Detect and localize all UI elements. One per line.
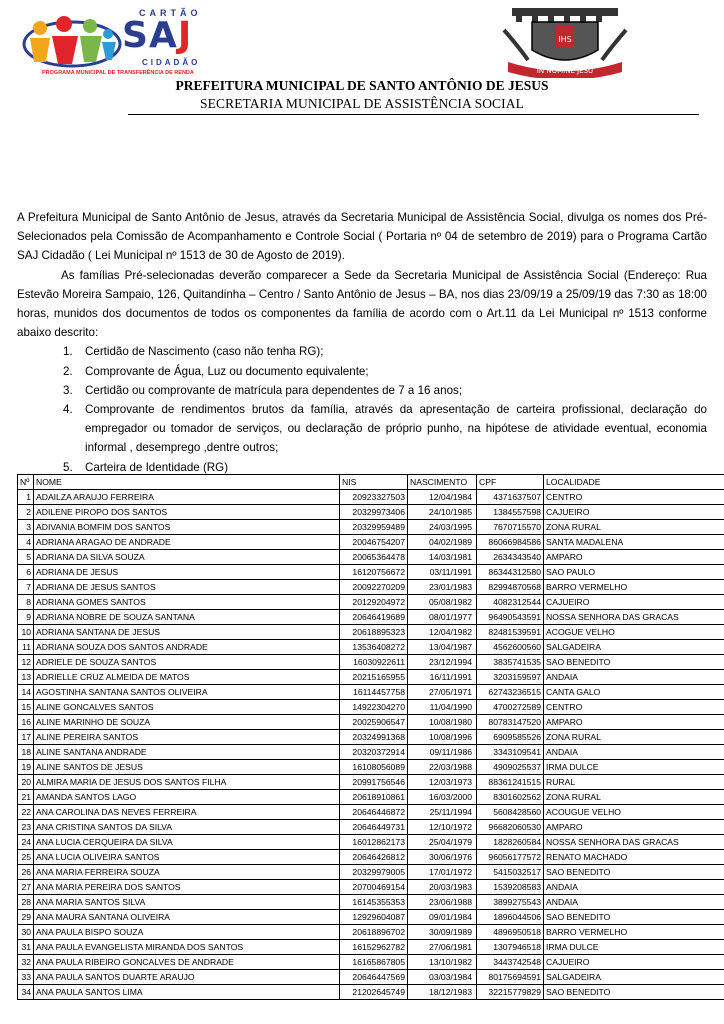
cell-locality: CENTRO xyxy=(544,700,724,715)
cell-name: ADRIANA SOUZA DOS SANTOS ANDRADE xyxy=(34,640,340,655)
header-number: Nº xyxy=(18,475,34,490)
table-row xyxy=(18,880,724,895)
table-row xyxy=(18,760,724,775)
table-row xyxy=(18,790,724,805)
letterhead xyxy=(0,0,724,120)
cell-name: ALINE SANTANA ANDRADE xyxy=(34,745,340,760)
cell-locality: AMPARO xyxy=(544,715,724,730)
cell-nis: 20025906547 xyxy=(340,715,408,730)
cell-number: 27 xyxy=(18,880,34,895)
cell-locality: ZONA RURAL xyxy=(544,730,724,745)
cell-number: 34 xyxy=(18,985,34,1000)
cell-birth: 17/01/1972 xyxy=(408,865,477,880)
cell-cpf: 96056177572 xyxy=(477,850,544,865)
table-row xyxy=(18,955,724,970)
cell-cpf: 4909025537 xyxy=(477,760,544,775)
cell-birth: 20/03/1983 xyxy=(408,880,477,895)
cell-number: 4 xyxy=(18,535,34,550)
table-row xyxy=(18,490,724,505)
table-row xyxy=(18,685,724,700)
cell-birth: 24/10/1985 xyxy=(408,505,477,520)
cell-birth: 25/11/1994 xyxy=(408,805,477,820)
cell-cpf: 80175694591 xyxy=(477,970,544,985)
table-row xyxy=(18,805,724,820)
cell-number: 32 xyxy=(18,955,34,970)
cell-nis: 16108056089 xyxy=(340,760,408,775)
cell-cpf: 4562600560 xyxy=(477,640,544,655)
cell-name: ADILENE PIROPO DOS SANTOS xyxy=(34,505,340,520)
cell-nis: 20646449731 xyxy=(340,820,408,835)
cell-number: 11 xyxy=(18,640,34,655)
cell-birth: 04/02/1989 xyxy=(408,535,477,550)
cell-birth: 27/05/1971 xyxy=(408,685,477,700)
cell-locality: ANDAIA xyxy=(544,895,724,910)
cell-birth: 11/04/1990 xyxy=(408,700,477,715)
cell-name: ADRIANA DE JESUS xyxy=(34,565,340,580)
cell-cpf: 96490543591 xyxy=(477,610,544,625)
cell-name: ADRIANA DE JESUS SANTOS xyxy=(34,580,340,595)
cell-name: ANA LUCIA OLIVEIRA SANTOS xyxy=(34,850,340,865)
cell-cpf: 1307946518 xyxy=(477,940,544,955)
logo-top-text: CARTÃO xyxy=(139,8,202,18)
cell-nis: 12929604087 xyxy=(340,910,408,925)
cell-number: 21 xyxy=(18,790,34,805)
cell-locality: BARRO VERMELHO xyxy=(544,580,724,595)
table-row xyxy=(18,715,724,730)
cell-nis: 20991756546 xyxy=(340,775,408,790)
cell-locality: RENATO MACHADO xyxy=(544,850,724,865)
cell-nis: 20923327503 xyxy=(340,490,408,505)
cell-name: ADRIANA SANTANA DE JESUS xyxy=(34,625,340,640)
cell-birth: 12/03/1973 xyxy=(408,775,477,790)
table-row xyxy=(18,925,724,940)
header-cpf: CPF xyxy=(477,475,544,490)
cell-name: ALMIRA MARIA DE JESUS DOS SANTOS FILHA xyxy=(34,775,340,790)
cell-name: ADRIELLE CRUZ ALMEIDA DE MATOS xyxy=(34,670,340,685)
cell-nis: 16030922611 xyxy=(340,655,408,670)
cell-number: 17 xyxy=(18,730,34,745)
cell-locality: IRMA DULCE xyxy=(544,760,724,775)
cell-number: 1 xyxy=(18,490,34,505)
cell-locality: ZONA RURAL xyxy=(544,790,724,805)
cell-nis: 13536408272 xyxy=(340,640,408,655)
cell-locality: BARRO VERMELHO xyxy=(544,925,724,940)
cell-name: ANA PAULA RIBEIRO GONCALVES DE ANDRADE xyxy=(34,955,340,970)
header-name: NOME xyxy=(34,475,340,490)
cell-cpf: 88361241515 xyxy=(477,775,544,790)
cell-number: 20 xyxy=(18,775,34,790)
cell-number: 8 xyxy=(18,595,34,610)
cell-name: ANA MARIA FERREIRA SOUZA xyxy=(34,865,340,880)
cell-nis: 20618896702 xyxy=(340,925,408,940)
cell-nis: 20065364478 xyxy=(340,550,408,565)
cell-cpf: 5608428560 xyxy=(477,805,544,820)
cell-cpf: 3203159597 xyxy=(477,670,544,685)
cell-locality: CAJUEIRO xyxy=(544,595,724,610)
cell-number: 33 xyxy=(18,970,34,985)
cell-birth: 03/11/1991 xyxy=(408,565,477,580)
cell-nis: 16152962782 xyxy=(340,940,408,955)
cell-number: 2 xyxy=(18,505,34,520)
table-row xyxy=(18,670,724,685)
cell-name: ADRIANA ARAGAO DE ANDRADE xyxy=(34,535,340,550)
cell-nis: 16145355353 xyxy=(340,895,408,910)
cell-nis: 16165867805 xyxy=(340,955,408,970)
cell-number: 3 xyxy=(18,520,34,535)
header-nis: NIS xyxy=(340,475,408,490)
cell-nis: 20129204972 xyxy=(340,595,408,610)
required-documents-list xyxy=(17,342,707,476)
table-row xyxy=(18,625,724,640)
cell-cpf: 86344312580 xyxy=(477,565,544,580)
cell-cpf: 32215779829 xyxy=(477,985,544,1000)
cell-number: 23 xyxy=(18,820,34,835)
cell-name: ANA MAURA SANTANA OLIVEIRA xyxy=(34,910,340,925)
cell-birth: 23/01/1983 xyxy=(408,580,477,595)
cell-nis: 20320372914 xyxy=(340,745,408,760)
table-row xyxy=(18,895,724,910)
cell-nis: 20215165955 xyxy=(340,670,408,685)
table-row xyxy=(18,535,724,550)
cell-locality: SAO BENEDITO xyxy=(544,910,724,925)
cell-locality: ANDAIA xyxy=(544,670,724,685)
logo-program-text: PROGRAMA MUNICIPAL DE TRANSFERÊNCIA DE RENDA xyxy=(42,70,194,76)
table-row xyxy=(18,655,724,670)
table-row xyxy=(18,850,724,865)
list-item: 4. Comprovante de rendimentos brutos da família, através da apresentação de carteira profissional, declaração do empregador ou tomador de serviços, ou declaração de próprio punho, na hipótese de atividade eventual, economia informal , desemprego ,dentre outros; xyxy=(63,403,707,455)
cell-number: 24 xyxy=(18,835,34,850)
cell-locality: CAJUEIRO xyxy=(544,505,724,520)
cell-nis: 20329979005 xyxy=(340,865,408,880)
cell-name: ANA CRISTINA SANTOS DA SILVA xyxy=(34,820,340,835)
cell-number: 16 xyxy=(18,715,34,730)
cell-locality: NOSSA SENHORA DAS GRACAS xyxy=(544,610,724,625)
cell-nis: 16120756672 xyxy=(340,565,408,580)
table-row xyxy=(18,505,724,520)
cell-cpf: 96682060530 xyxy=(477,820,544,835)
cell-birth: 05/08/1982 xyxy=(408,595,477,610)
table-row xyxy=(18,595,724,610)
table-row xyxy=(18,580,724,595)
cell-birth: 10/08/1980 xyxy=(408,715,477,730)
cell-name: ANA PAULA SANTOS LIMA xyxy=(34,985,340,1000)
logo-main-text: SAJ xyxy=(122,15,193,56)
cell-cpf: 1896044506 xyxy=(477,910,544,925)
cell-number: 10 xyxy=(18,625,34,640)
table-row xyxy=(18,940,724,955)
cell-birth: 30/06/1976 xyxy=(408,850,477,865)
cell-nis: 20329959489 xyxy=(340,520,408,535)
cell-cpf: 80783147520 xyxy=(477,715,544,730)
cell-birth: 23/06/1988 xyxy=(408,895,477,910)
cell-nis: 20646446872 xyxy=(340,805,408,820)
cell-birth: 23/12/1994 xyxy=(408,655,477,670)
table-row xyxy=(18,970,724,985)
cell-locality: ACOGUE VELHO xyxy=(544,625,724,640)
cell-name: ANA LUCIA CERQUEIRA DA SILVA xyxy=(34,835,340,850)
cell-birth: 12/04/1982 xyxy=(408,625,477,640)
cell-nis: 20646419689 xyxy=(340,610,408,625)
announcement-body xyxy=(17,208,707,477)
cell-number: 29 xyxy=(18,910,34,925)
cell-locality: AMPARO xyxy=(544,820,724,835)
cell-cpf: 4700272589 xyxy=(477,700,544,715)
cell-nis: 20646447569 xyxy=(340,970,408,985)
municipal-crest-icon xyxy=(498,6,632,78)
cell-number: 12 xyxy=(18,655,34,670)
cell-cpf: 2634343540 xyxy=(477,550,544,565)
list-item: 3. Certidão ou comprovante de matrícula para dependentes de 7 a 16 anos; xyxy=(63,383,463,397)
table-header-row xyxy=(18,475,724,490)
cell-locality: SANTA MADALENA xyxy=(544,535,724,550)
cell-nis: 20324991368 xyxy=(340,730,408,745)
cell-name: ANA CAROLINA DAS NEVES FERREIRA xyxy=(34,805,340,820)
cell-number: 30 xyxy=(18,925,34,940)
intro-paragraph: A Prefeitura Municipal de Santo Antônio de Jesus, através da Secretaria Municipal de Assistência Social, divulga os nomes dos Pré-Selecionados pela Comissão de Acompanhamento e Controle Social ( Portaria nº 04 de setembro de 2019) para o Programa Cartão SAJ Cidadão ( Lei Municipal nº 1513 de 30 de Agosto de 2019). xyxy=(17,211,707,263)
cell-name: ALINE GONCALVES SANTOS xyxy=(34,700,340,715)
cell-cpf: 3343109541 xyxy=(477,745,544,760)
cell-cpf: 82481539591 xyxy=(477,625,544,640)
cell-nis: 20646426812 xyxy=(340,850,408,865)
cell-name: ANA MARIA SANTOS SILVA xyxy=(34,895,340,910)
page-title: PREFEITURA MUNICIPAL DE SANTO ANTÔNIO DE JESUS xyxy=(175,78,549,93)
cell-birth: 22/03/1988 xyxy=(408,760,477,775)
cell-number: 31 xyxy=(18,940,34,955)
cell-locality: SAO BENEDITO xyxy=(544,985,724,1000)
cell-birth: 13/10/1982 xyxy=(408,955,477,970)
table-row xyxy=(18,775,724,790)
cell-cpf: 86066984586 xyxy=(477,535,544,550)
cell-birth: 08/01/1977 xyxy=(408,610,477,625)
header-divider xyxy=(128,114,699,115)
cell-birth: 03/03/1984 xyxy=(408,970,477,985)
table-row xyxy=(18,700,724,715)
cell-birth: 18/12/1983 xyxy=(408,985,477,1000)
cell-name: ADRIANA DA SILVA SOUZA xyxy=(34,550,340,565)
cell-locality: AMPARO xyxy=(544,550,724,565)
table-row xyxy=(18,640,724,655)
cell-name: ANA PAULA BISPO SOUZA xyxy=(34,925,340,940)
cell-locality: SALGADEIRA xyxy=(544,640,724,655)
cell-birth: 12/04/1984 xyxy=(408,490,477,505)
cell-locality: SAO BENEDITO xyxy=(544,865,724,880)
cell-nis: 14922304270 xyxy=(340,700,408,715)
cell-name: AGOSTINHA SANTANA SANTOS OLIVEIRA xyxy=(34,685,340,700)
cell-locality: RURAL xyxy=(544,775,724,790)
cell-birth: 09/01/1984 xyxy=(408,910,477,925)
cell-number: 6 xyxy=(18,565,34,580)
table-row xyxy=(18,835,724,850)
cell-number: 18 xyxy=(18,745,34,760)
cell-name: ADRIELE DE SOUZA SANTOS xyxy=(34,655,340,670)
cell-locality: IRMA DULCE xyxy=(544,940,724,955)
cell-locality: ANDAIA xyxy=(544,880,724,895)
cell-name: ADAILZA ARAUJO FERREIRA xyxy=(34,490,340,505)
cell-birth: 27/06/1981 xyxy=(408,940,477,955)
cell-number: 9 xyxy=(18,610,34,625)
cell-name: ANA MARIA PEREIRA DOS SANTOS xyxy=(34,880,340,895)
cell-name: ADIVANIA BOMFIM DOS SANTOS xyxy=(34,520,340,535)
cell-nis: 20700469154 xyxy=(340,880,408,895)
cell-cpf: 7670715570 xyxy=(477,520,544,535)
cell-number: 26 xyxy=(18,865,34,880)
cell-birth: 16/11/1991 xyxy=(408,670,477,685)
cell-cpf: 3835741535 xyxy=(477,655,544,670)
cell-nis: 16012862173 xyxy=(340,835,408,850)
svg-text:IHS: IHS xyxy=(558,35,572,44)
cell-name: ANA PAULA EVANGELISTA MIRANDA DOS SANTOS xyxy=(34,940,340,955)
cell-cpf: 1539208583 xyxy=(477,880,544,895)
logo-bottom-text: CIDADÃO xyxy=(142,58,201,67)
cell-locality: CAJUEIRO xyxy=(544,955,724,970)
cell-number: 22 xyxy=(18,805,34,820)
header-birth: NASCIMENTO xyxy=(408,475,477,490)
cell-locality: CENTRO xyxy=(544,490,724,505)
cell-cpf: 62743236515 xyxy=(477,685,544,700)
cell-birth: 24/03/1995 xyxy=(408,520,477,535)
table-row xyxy=(18,820,724,835)
cell-cpf: 4082312544 xyxy=(477,595,544,610)
cell-nis: 20618910861 xyxy=(340,790,408,805)
cell-birth: 25/04/1979 xyxy=(408,835,477,850)
cell-nis: 20618895323 xyxy=(340,625,408,640)
cell-cpf: 3443742548 xyxy=(477,955,544,970)
cell-cpf: 6909585526 xyxy=(477,730,544,745)
cell-number: 25 xyxy=(18,850,34,865)
cell-cpf: 1828260584 xyxy=(477,835,544,850)
cell-locality: SALGADEIRA xyxy=(544,970,724,985)
cell-cpf: 82994870568 xyxy=(477,580,544,595)
cell-number: 5 xyxy=(18,550,34,565)
list-item: 1. Certidão de Nascimento (caso não tenha RG); xyxy=(63,345,324,359)
cell-locality: SAO BENEDITO xyxy=(544,655,724,670)
cell-name: AMANDA SANTOS LAGO xyxy=(34,790,340,805)
instructions-paragraph: As famílias Pré-selecionadas deverão comparecer a Sede da Secretaria Municipal de Assistência Social (Endereço: Rua Estevão Moreira Sampaio, 126, Quitandinha – Centro / Santo Antônio de Jesus – BA, nos dias 23/09/19 a 25/09/19 das 7:30 as 18:00 horas, munidos dos documentos de todos os componentes da família de acordo com o Art.11 da Lei Municipal nº 1513 conforme abaixo descrito: xyxy=(17,268,707,340)
cell-locality: SAO PAULO xyxy=(544,565,724,580)
cell-cpf: 3899275543 xyxy=(477,895,544,910)
list-item: 5. Carteira de Identidade (RG) xyxy=(63,460,229,474)
cell-nis: 16114457758 xyxy=(340,685,408,700)
table-row xyxy=(18,985,724,1000)
cell-cpf: 5415032517 xyxy=(477,865,544,880)
header-locality: LOCALIDADE xyxy=(544,475,724,490)
cell-number: 19 xyxy=(18,760,34,775)
table-row xyxy=(18,520,724,535)
cell-locality: CANTA GALO xyxy=(544,685,724,700)
cell-number: 15 xyxy=(18,700,34,715)
cell-name: ANA PAULA SANTOS DUARTE ARAUJO xyxy=(34,970,340,985)
table-row xyxy=(18,865,724,880)
cell-birth: 30/09/1989 xyxy=(408,925,477,940)
table-row xyxy=(18,910,724,925)
saj-cidadao-logo xyxy=(22,8,252,74)
cell-nis: 21202645749 xyxy=(340,985,408,1000)
list-item: 2. Comprovante de Água, Luz ou documento equivalente; xyxy=(63,364,369,378)
cell-birth: 12/10/1972 xyxy=(408,820,477,835)
cell-locality: ANDAIA xyxy=(544,745,724,760)
table-row xyxy=(18,565,724,580)
cell-nis: 20092270209 xyxy=(340,580,408,595)
cell-birth: 14/03/1981 xyxy=(408,550,477,565)
cell-birth: 10/08/1996 xyxy=(408,730,477,745)
cell-name: ALINE SANTOS DE JESUS xyxy=(34,760,340,775)
cell-locality: NOSSA SENHORA DAS GRACAS xyxy=(544,835,724,850)
table-row xyxy=(18,550,724,565)
svg-text:IN NOMINE JESU: IN NOMINE JESU xyxy=(536,67,594,75)
cell-number: 14 xyxy=(18,685,34,700)
table-row xyxy=(18,730,724,745)
preselected-table xyxy=(17,474,724,1000)
cell-number: 7 xyxy=(18,580,34,595)
cell-name: ALINE MARINHO DE SOUZA xyxy=(34,715,340,730)
cell-nis: 20329973406 xyxy=(340,505,408,520)
cell-birth: 16/03/2000 xyxy=(408,790,477,805)
cell-birth: 09/11/1986 xyxy=(408,745,477,760)
cell-cpf: 4371637507 xyxy=(477,490,544,505)
cell-number: 28 xyxy=(18,895,34,910)
cell-nis: 20046754207 xyxy=(340,535,408,550)
cell-locality: ZONA RURAL xyxy=(544,520,724,535)
cell-name: ADRIANA NOBRE DE SOUZA SANTANA xyxy=(34,610,340,625)
cell-birth: 13/04/1987 xyxy=(408,640,477,655)
cell-number: 13 xyxy=(18,670,34,685)
cell-cpf: 1384557598 xyxy=(477,505,544,520)
cell-name: ALINE PEREIRA SANTOS xyxy=(34,730,340,745)
cell-name: ADRIANA GOMES SANTOS xyxy=(34,595,340,610)
family-figures-icon xyxy=(22,14,122,70)
table-row xyxy=(18,610,724,625)
cell-cpf: 4896950518 xyxy=(477,925,544,940)
page-subtitle: SECRETARIA MUNICIPAL DE ASSISTÊNCIA SOCIAL xyxy=(200,96,524,111)
table-row xyxy=(18,745,724,760)
cell-cpf: 8301602562 xyxy=(477,790,544,805)
cell-locality: ACOUGUE VELHO xyxy=(544,805,724,820)
